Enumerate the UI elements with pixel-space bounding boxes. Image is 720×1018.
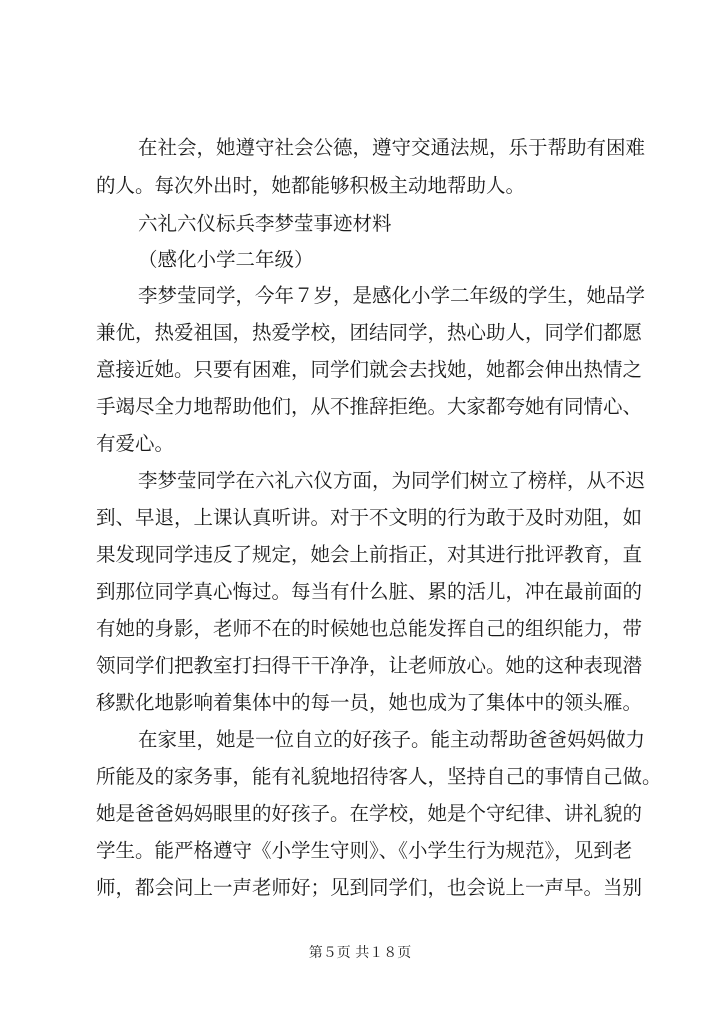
text-line: 在家里，她是一位自立的好孩子。能主动帮助爸爸妈妈做力 [138,728,646,751]
text-line: 在社会，她遵守社会公德，遵守交通法规，乐于帮助有困难 [138,136,646,159]
text-line: 她是爸爸妈妈眼里的好孩子。在学校，她是个守纪律、讲礼貌的 [96,802,643,825]
text-line: 所能及的家务事，能有礼貌地招待客人，坚持自己的事情自己做。 [96,765,662,788]
text-line: 到那位同学真心悔过。每当有什么脏、累的活儿，冲在最前面的 [96,580,643,603]
text-line: 意接近她。只要有困难，同学们就会去找她，她都会伸出热情之 [96,358,643,381]
text-line: 的人。每次外出时，她都能够积极主动地帮助人。 [96,174,526,197]
text-line: 有她的身影，老师不在的时候她也总能发挥自己的组织能力，带 [96,617,643,640]
section-title: 六礼六仪标兵李梦莹事迹材料 [138,212,392,235]
section-subtitle: （感化小学二年级） [138,248,314,271]
text-line: 李梦莹同学在六礼六仪方面，为同学们树立了榜样，从不迟 [138,469,646,492]
text-line: 兼优，热爱祖国，热爱学校，团结同学，热心助人，同学们都愿 [96,321,643,344]
text-line: 果发现同学违反了规定，她会上前指正，对其进行批评教育，直 [96,543,643,566]
text-line: 手竭尽全力地帮助他们，从不推辞拒绝。大家都夸她有同情心、 [96,395,643,418]
text-line: 有爱心。 [96,432,175,455]
page-number-footer: 第５页 共１８页 [308,945,412,961]
text-line: 学生。能严格遵守《小学生守则》、《小学生行为规范》，见到老 [96,839,633,862]
text-line: 移默化地影响着集体中的每一员，她也成为了集体中的领头雁。 [96,691,643,714]
text-line: 领同学们把教室打扫得干干净净，让老师放心。她的这种表现潜 [96,654,643,677]
text-line: 师，都会问上一声老师好；见到同学们，也会说上一声早。当别 [96,876,643,899]
text-line: 到、早退，上课认真听讲。对于不文明的行为敢于及时劝阻，如 [96,506,643,529]
text-line: 李梦莹同学，今年７岁，是感化小学二年级的学生，她品学 [138,284,646,307]
